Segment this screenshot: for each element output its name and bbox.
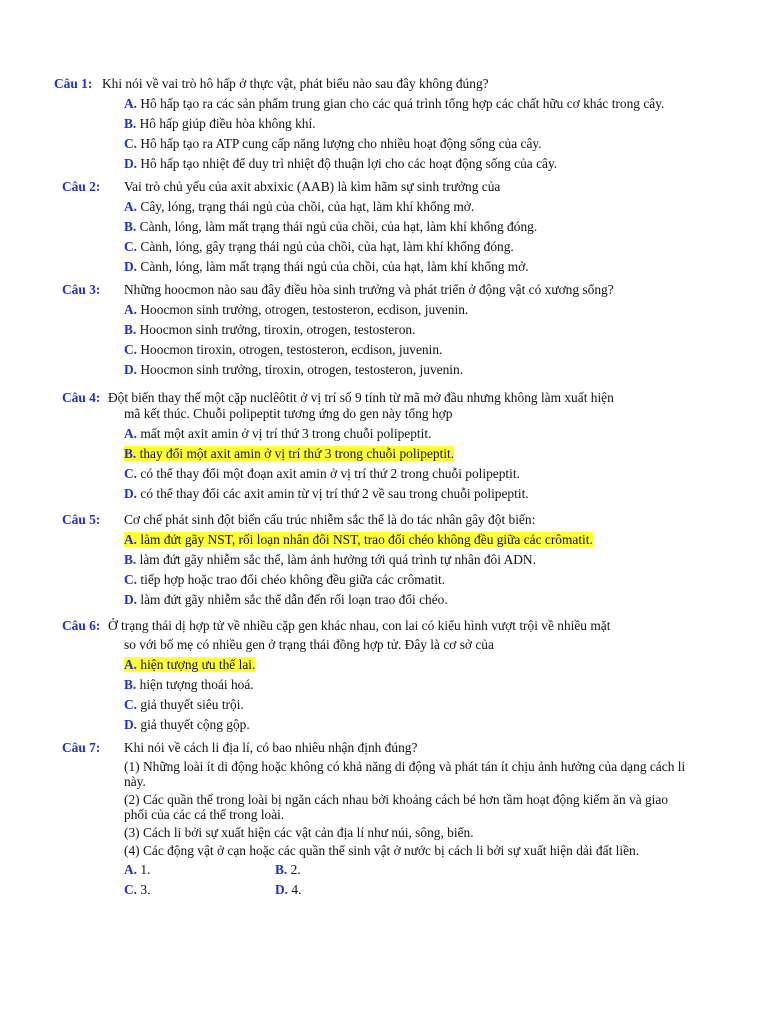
option-d: D. có thể thay đổi các axit amin từ vị trí thứ 2 về sau trong chuỗi polipeptit. (124, 486, 529, 501)
question-4 (0, 390, 768, 502)
question-label: Câu 4: (62, 390, 101, 405)
question-text-line-2: so với bố mẹ có nhiều gen ở trạng thái đồng hợp tử. Đây là cơ sở của (124, 637, 494, 652)
option-c: C. Hoocmon tiroxin, otrogen, testosteron, ecdison, juvenin. (124, 342, 443, 357)
question-2 (0, 179, 768, 275)
option-d: D. làm đứt gãy nhiễm sắc thể dẫn đến rối loạn trao đổi chéo. (124, 592, 448, 607)
option-a: A. 1. (124, 862, 151, 877)
option-a: A. mất một axit amin ở vị trí thứ 3 trong chuỗi polipeptit. (124, 426, 432, 441)
question-label: Câu 2: (62, 179, 101, 194)
option-d: D. Cành, lóng, làm mất trạng thái ngủ của chồi, của hạt, làm khí khổng mở. (124, 259, 529, 274)
question-label: Câu 7: (62, 740, 101, 755)
question-label: Câu 5: (62, 512, 101, 527)
option-a: A. làm đứt gãy NST, rối loạn nhân đôi NST, trao đổi chéo không đều giữa các crômatit. (124, 532, 593, 547)
exam-page (0, 76, 768, 905)
statement-4: (4) Các động vật ở cạn hoặc các quần thể sinh vật ở nước bị cách li bởi sự xuất hiện dải đất liền. (124, 843, 640, 858)
option-a: A. Hoocmon sinh trưởng, otrogen, testosteron, ecdison, juvenin. (124, 302, 469, 317)
question-text: Khi nói về cách li địa lí, có bao nhiêu nhận định đúng? (124, 740, 418, 755)
statement-2: (2) Các quần thể trong loài bị ngăn cách nhau bởi khoảng cách bé hơn tầm hoạt động kiếm ăn và giao phối của các cá thể trong loài. (124, 792, 669, 822)
option-c: C. 3. (124, 882, 151, 897)
option-b: B. 2. (275, 862, 301, 877)
option-d: D. 4. (275, 882, 302, 897)
option-c: C. Hô hấp tạo ra ATP cung cấp năng lượng cho nhiều hoạt động sống của cây. (124, 136, 542, 151)
question-text: Khi nói về vai trò hô hấp ở thực vật, phát biểu nào sau đây không đúng? (102, 76, 489, 91)
question-1 (0, 76, 768, 172)
question-6 (0, 618, 768, 733)
question-3 (0, 282, 768, 378)
option-b: B. Cành, lóng, làm mất trạng thái ngủ của chồi, của hạt, làm khí khổng đóng. (124, 219, 538, 234)
question-label: Câu 1: (54, 76, 93, 91)
statement-3: (3) Cách li bởi sự xuất hiện các vật cản địa lí như núi, sông, biển. (124, 825, 474, 840)
option-c: C. có thể thay đổi một đoạn axit amin ở vị trí thứ 2 trong chuỗi polipeptit. (124, 466, 520, 481)
statement-1: (1) Những loài ít di động hoặc không có khả năng di động và phát tán ít chịu ảnh hưởng của dạng cách li này. (124, 759, 686, 789)
options-row-2 (124, 882, 768, 898)
options-row-1 (124, 862, 768, 878)
question-7 (0, 740, 768, 898)
option-b: B. làm đứt gãy nhiễm sắc thể, làm ảnh hưởng tới quá trình tự nhân đôi ADN. (124, 552, 536, 567)
option-b: B. thay đổi một axit amin ở vị trí thứ 3 trong chuỗi polipeptit. (124, 446, 455, 461)
question-label: Câu 3: (62, 282, 101, 297)
option-b: B. hiện tượng thoái hoá. (124, 677, 254, 692)
option-c: C. tiếp hợp hoặc trao đổi chéo không đều giữa các crômatit. (124, 572, 446, 587)
option-c: C. Cành, lóng, gây trạng thái ngủ của chồi, của hạt, làm khí khổng đóng. (124, 239, 514, 254)
option-a: A. Hô hấp tạo ra các sản phẩm trung gian cho các quá trình tổng hợp các chất hữu cơ khác trong cây. (124, 96, 665, 111)
option-d: D. Hô hấp tạo nhiệt để duy trì nhiệt độ thuận lợi cho các hoạt động sống của cây. (124, 156, 558, 171)
question-text-line-2: mã kết thúc. Chuỗi polipeptit tương ứng do gen này tổng hợp (124, 406, 453, 421)
question-text: Cơ chế phát sinh đột biến cấu trúc nhiễm sắc thể là do tác nhân gây đột biến: (124, 512, 536, 527)
option-b: B. Hoocmon sinh trưởng, tiroxin, otrogen, testosteron. (124, 322, 416, 337)
question-text: Vai trò chủ yếu của axit abxixic (AAB) là kìm hãm sự sinh trưởng của (124, 179, 501, 194)
question-text-line-1: Ở trạng thái dị hợp tử về nhiều cặp gen khác nhau, con lai có kiểu hình vượt trội về nhiều mặt (108, 618, 611, 633)
option-d: D. Hoocmon sinh trưởng, tiroxin, otrogen, testosteron, juvenin. (124, 362, 464, 377)
question-label: Câu 6: (62, 618, 101, 633)
question-5 (0, 512, 768, 608)
option-a: A. hiện tượng ưu thế lai. (124, 657, 256, 672)
option-a: A. Cây, lóng, trạng thái ngủ của chồi, của hạt, làm khí khổng mở. (124, 199, 475, 214)
option-c: C. giả thuyết siêu trội. (124, 697, 244, 712)
option-d: D. giả thuyết cộng gộp. (124, 717, 250, 732)
question-text: Những hoocmon nào sau đây điều hòa sinh trưởng và phát triển ở động vật có xương sống? (124, 282, 614, 297)
option-b: B. Hô hấp giúp điều hòa không khí. (124, 116, 316, 131)
question-text-line-1: Đột biến thay thế một cặp nuclêôtit ở vị trí số 9 tính từ mã mở đầu nhưng không làm xuất hiện (108, 390, 614, 405)
